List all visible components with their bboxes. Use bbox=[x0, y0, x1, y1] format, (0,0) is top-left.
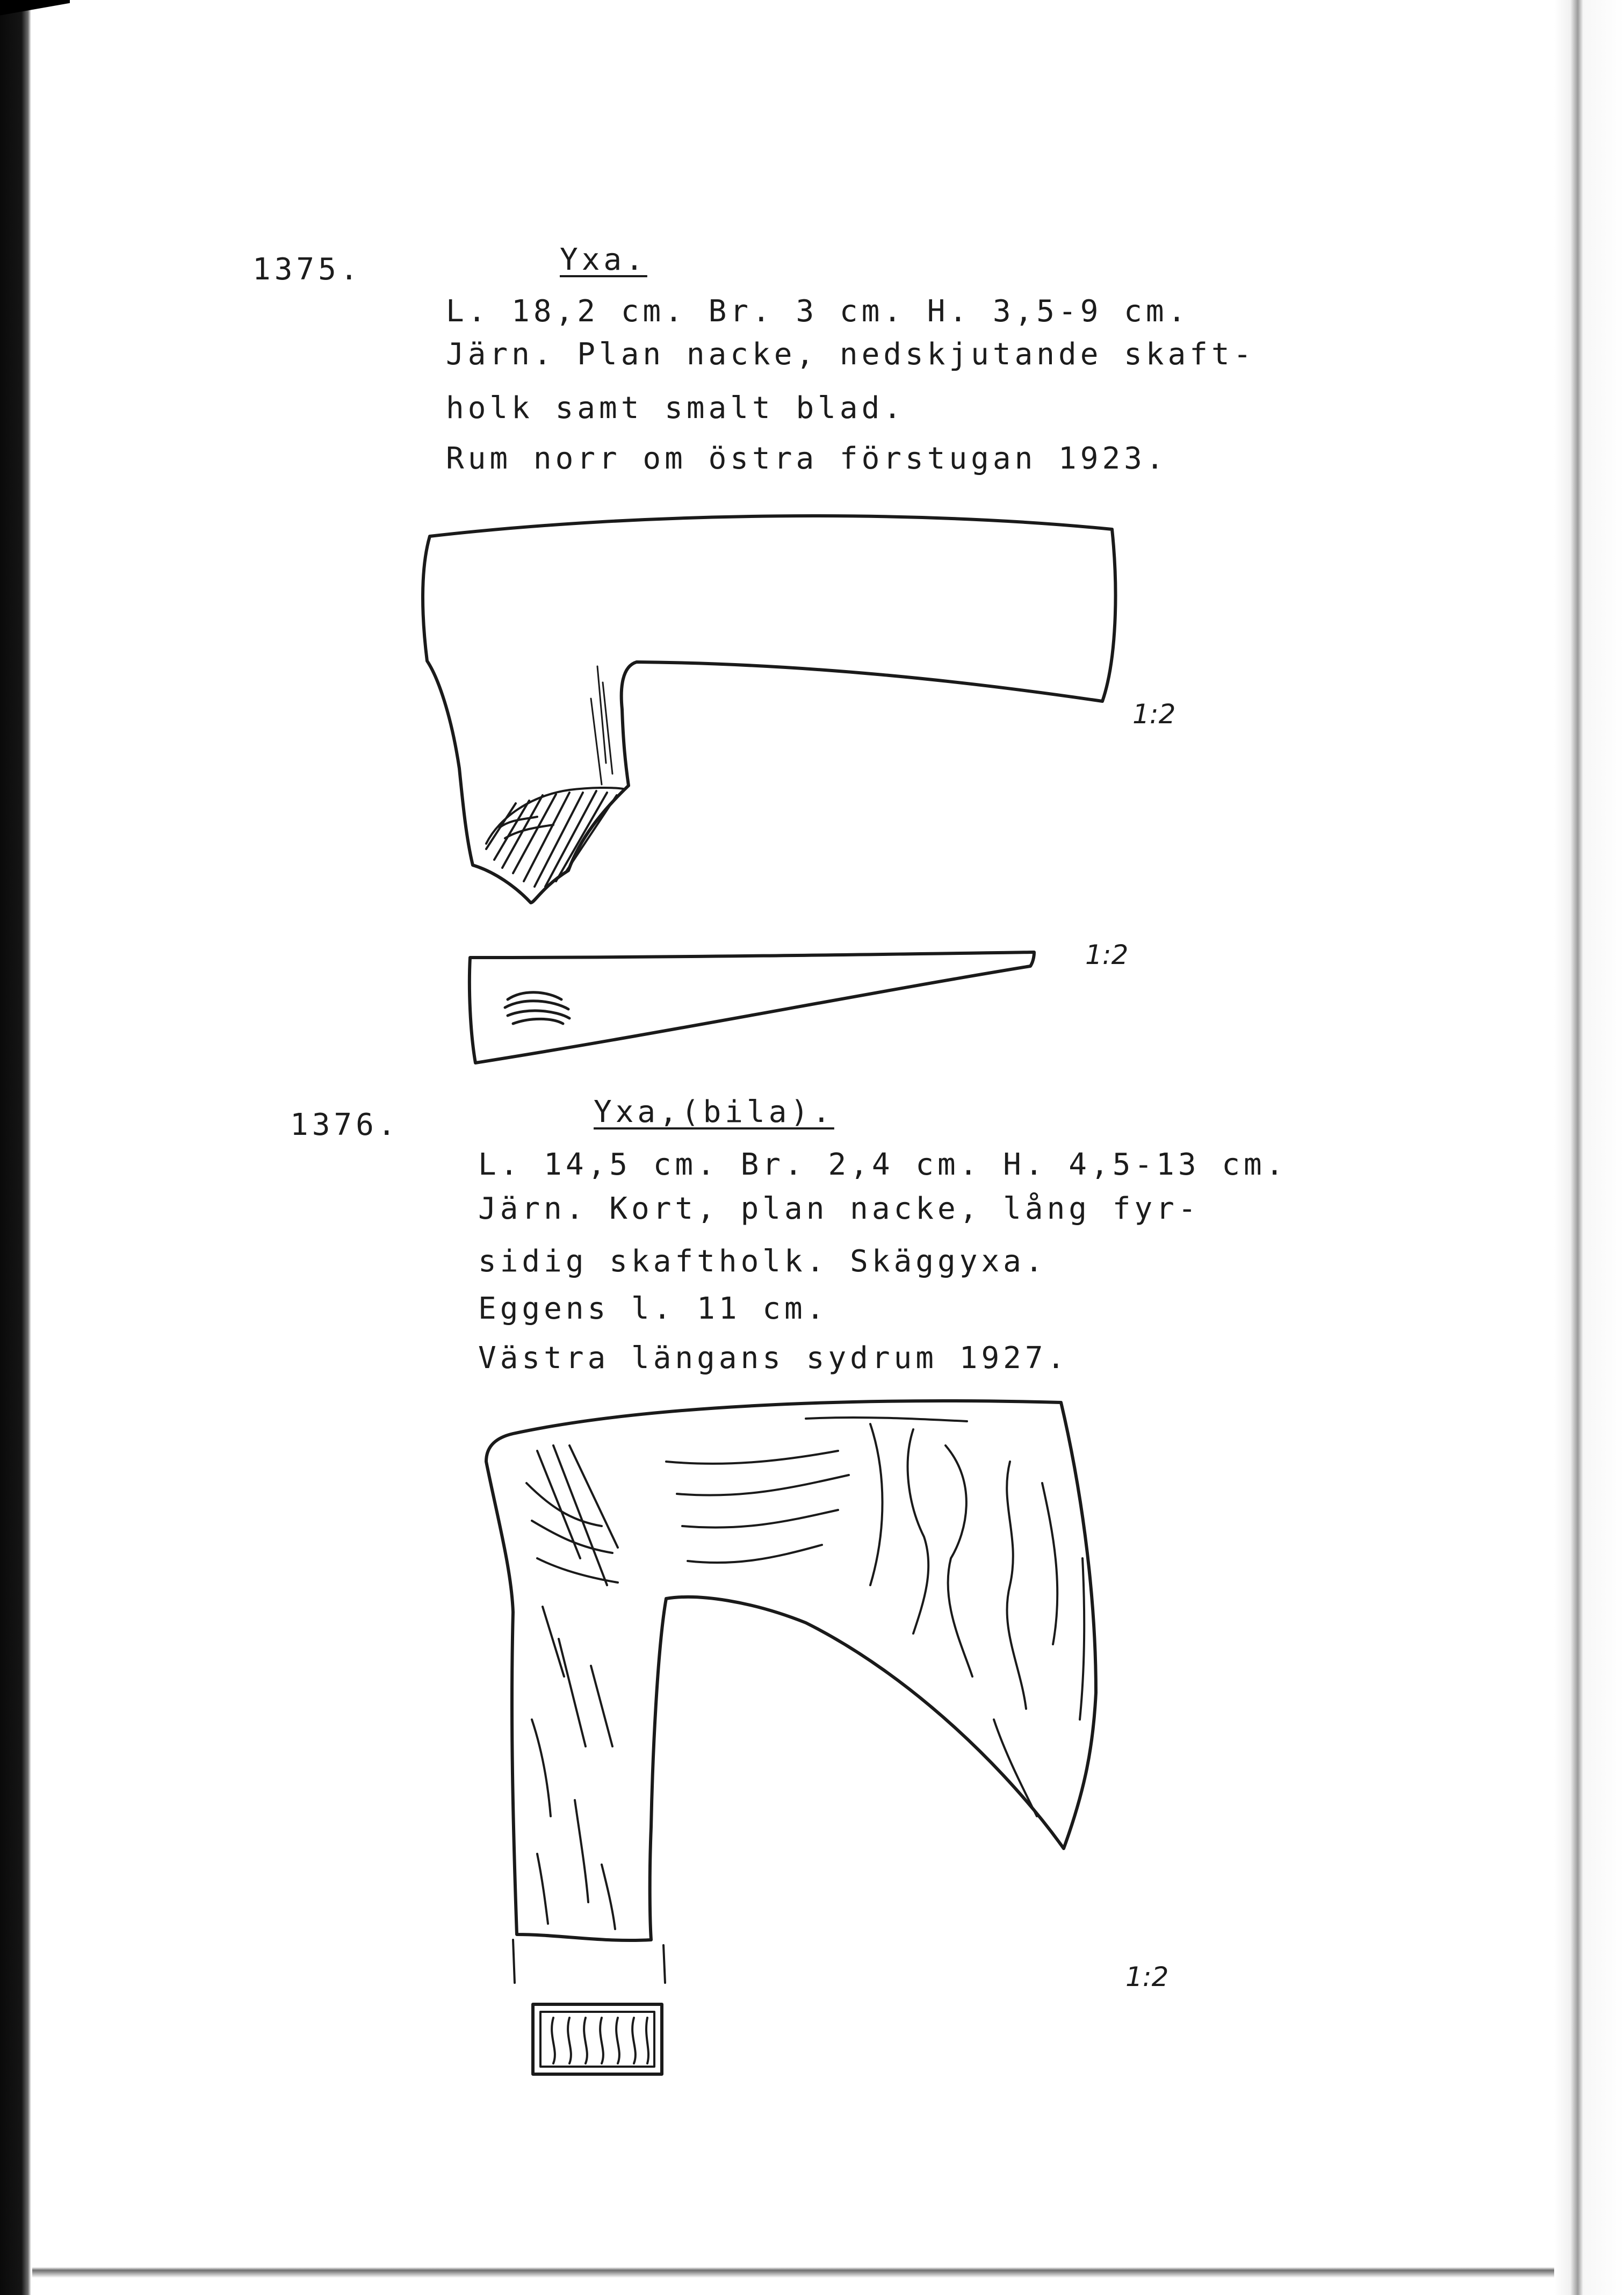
axe-1376-side-view bbox=[486, 1401, 1096, 1983]
entry-text-line: Västra längans sydrum 1927. bbox=[478, 1341, 1069, 1376]
entry-title: Yxa,(bila). bbox=[594, 1095, 834, 1129]
entry-text-line: L. 14,5 cm. Br. 2,4 cm. H. 4,5-13 cm. bbox=[478, 1147, 1288, 1182]
scale-label: 1:2 bbox=[1132, 699, 1176, 730]
entry-title: Yxa. bbox=[560, 242, 647, 277]
axe-1375-side-view bbox=[423, 516, 1115, 903]
entry-number: 1376. bbox=[290, 1107, 400, 1142]
entry-text-line: L. 18,2 cm. Br. 3 cm. H. 3,5-9 cm. bbox=[446, 294, 1190, 329]
axe-1376-end-view bbox=[533, 2004, 662, 2074]
entry-text-line: Rum norr om östra förstugan 1923. bbox=[446, 441, 1168, 476]
axe-1375-top-view bbox=[470, 952, 1034, 1063]
scale-label: 1:2 bbox=[1085, 939, 1129, 970]
entry-text-line: holk samt smalt blad. bbox=[446, 391, 906, 426]
entry-text-line: sidig skaftholk. Skäggyxa. bbox=[478, 1244, 1047, 1279]
scale-label: 1:2 bbox=[1125, 1961, 1169, 1992]
entry-text-line: Eggens l. 11 cm. bbox=[478, 1291, 828, 1326]
entry-text-line: Järn. Kort, plan nacke, lång fyr- bbox=[478, 1191, 1200, 1226]
entry-number: 1375. bbox=[252, 252, 362, 287]
entry-text-line: Järn. Plan nacke, nedskjutande skaft- bbox=[446, 337, 1255, 372]
